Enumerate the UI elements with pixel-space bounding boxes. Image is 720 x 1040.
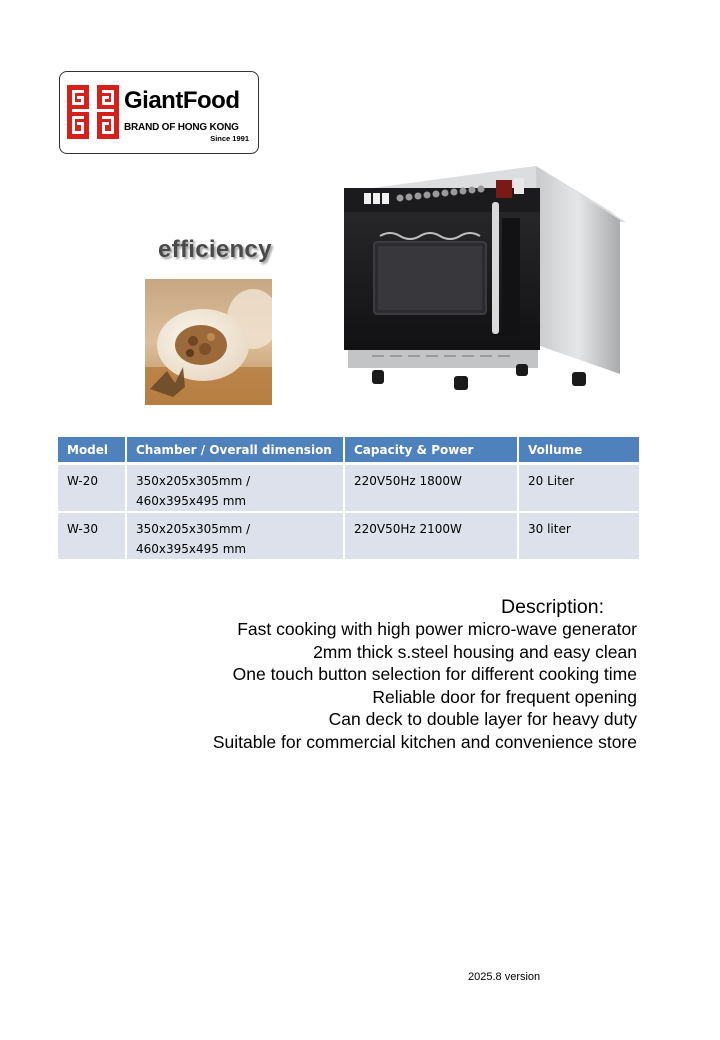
- cell-volume: 30 liter: [518, 512, 639, 560]
- description-line: Fast cooking with high power micro-wave generator: [237, 619, 637, 639]
- brand-tagline: BRAND OF HONG KONG: [124, 122, 239, 133]
- description-line: 2mm thick s.steel housing and easy clean: [313, 641, 637, 662]
- chinese-lattice-logo-icon: [67, 85, 119, 139]
- description-line: One touch button selection for different cooking time: [232, 664, 637, 684]
- table-row: [58, 512, 639, 560]
- dimension-chamber: 350x205x305mm /: [136, 522, 251, 536]
- feature-heading: efficiency: [158, 236, 272, 263]
- description-line: Reliable door for frequent opening: [372, 686, 637, 707]
- microwave-oven-image: [336, 160, 626, 392]
- header-volume: Vollume: [518, 437, 639, 464]
- table-row: [58, 464, 639, 513]
- cell-volume: 20 Liter: [518, 464, 639, 513]
- version-label: 2025.8 version: [468, 971, 541, 983]
- specs-table: [58, 437, 639, 561]
- description-line: Can deck to double layer for heavy duty: [328, 709, 637, 729]
- header-model: Model: [58, 437, 126, 464]
- brand-since: Since 1991: [210, 134, 249, 143]
- dimension-chamber: 350x205x305mm /: [136, 474, 251, 488]
- cell-dimension: [126, 512, 344, 560]
- cell-model: W-30: [58, 512, 126, 560]
- description-line: Suitable for commercial kitchen and convenience store: [212, 731, 637, 752]
- cell-power: 220V50Hz 1800W: [344, 464, 518, 513]
- dimension-overall: 460x395x495 mm: [136, 494, 247, 508]
- description-block: [213, 596, 637, 753]
- header-dimension: Chamber / Overall dimension: [126, 437, 344, 464]
- cell-dimension: [126, 464, 344, 513]
- dimension-overall: 460x395x495 mm: [136, 542, 247, 556]
- table-header-row: [58, 437, 639, 464]
- header-capacity-power: Capacity & Power: [344, 437, 518, 464]
- cell-power: 220V50Hz 2100W: [344, 512, 518, 560]
- brand-logo: [59, 71, 259, 154]
- food-photo: [145, 279, 272, 405]
- description-title: Description:: [501, 596, 604, 618]
- cell-model: W-20: [58, 464, 126, 513]
- brand-name: GiantFood: [124, 87, 240, 114]
